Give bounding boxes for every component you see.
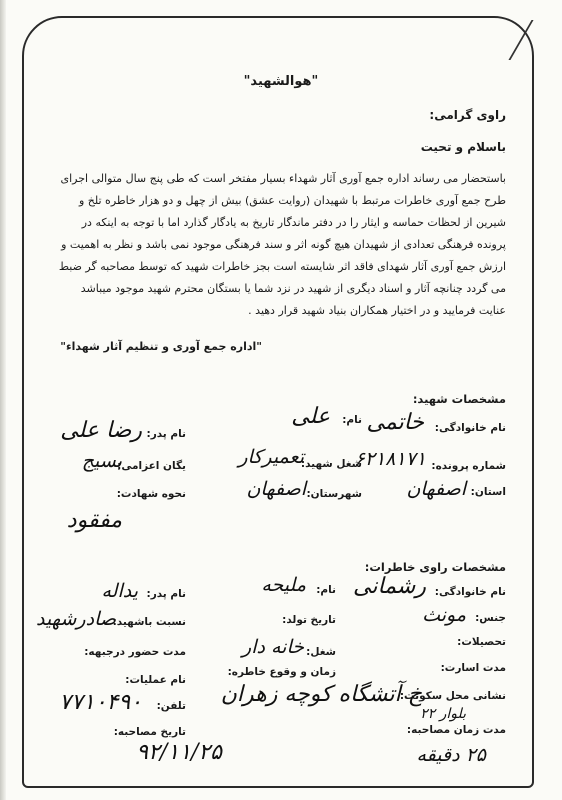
martyr-job-label: شغل شهید: — [300, 458, 362, 470]
body-line-6: می گردد چنانچه آثار و اسناد دیگری از شهید در نزد شما یا بستگان محترم شهید موجود میباشد — [80, 282, 506, 295]
narrator-attendance-label: مدت حضور درجبهه: — [84, 646, 186, 658]
body-line-4: پرونده فرهنگی تعدادی از شهیدان هیچ گونه اثر و سند فرهنگی موجود نمی باشد و نظر به اهمیت و — [61, 238, 506, 251]
narrator-father-value: یداله — [101, 580, 138, 602]
martyr-unit-label: یگان اعزامی: — [117, 460, 186, 472]
martyr-family-value: خاتمی — [366, 410, 424, 435]
martyr-manner-label: نحوه شهادت: — [116, 488, 186, 500]
martyr-province-label: استان: — [470, 486, 506, 498]
narrator-duration-value: ۲۵ دقیقه — [416, 744, 486, 766]
martyr-file-label: شماره پرونده: — [431, 460, 506, 472]
body-line-7: عنایت فرمایید و در اختیار همکاران بنیاد شهید قرار دهید . — [248, 304, 506, 317]
narrator-captivity-label: مدت اسارت: — [440, 662, 506, 674]
narrator-education-label: تحصیلات: — [457, 636, 506, 648]
martyr-name-label: نام: — [342, 414, 362, 426]
salutation: باسلام و تحیت — [420, 140, 506, 154]
body-line-3: شیرین از لحظات حماسه و ایثار را در دفتر ماندگار تاریخ به یادگار گذارد اما با توجه به اینکه در — [81, 216, 506, 229]
narrator-father-label: نام پدر: — [146, 588, 186, 600]
martyr-file-value: ۶۲۱۸۱۷۱ — [354, 448, 426, 470]
narrator-place-note: بلوار ۲۲ — [420, 706, 466, 722]
page-title: "هوالشهید" — [243, 74, 319, 89]
narrator-family-value: رشمانی — [353, 574, 426, 599]
martyr-city-value: اصفهان — [246, 478, 306, 500]
martyr-province-value: اصفهان — [406, 478, 466, 500]
narrator-address-value: خ آتشگاه کوچه زهران — [220, 682, 422, 707]
martyr-name-value: علی — [291, 404, 330, 429]
narrator-duration-label: مدت زمان مصاحبه: — [406, 724, 506, 736]
narrator-gender-value: مونث — [422, 604, 466, 626]
body-line-1: باستحضار می رساند اداره جمع آوری آثار شهداء بسیار مفتخر است که طی پنج سال متوالی اجرای — [60, 172, 506, 185]
narrator-gender-label: جنس: — [475, 612, 506, 624]
martyr-heading: مشخصات شهید: — [412, 392, 506, 406]
narrator-address-label: نشانی محل سکونت: — [399, 690, 506, 702]
narrator-ops-label: نام عملیات: — [125, 674, 186, 686]
narrator-relation-value: صادرشهید — [36, 608, 116, 630]
body-line-5: ارزش جمع آوری آثار شهدای فاقد اثر شایسته است بجز خاطرات شهید که توسط مصاحبه گر ضبط — [58, 260, 506, 273]
narrator-family-label: نام خانوادگی: — [434, 586, 506, 598]
narrator-relation-label: نسبت باشهید: — [112, 616, 186, 628]
narrator-occupation-value: خانه دار — [242, 636, 304, 658]
narrator-birth-label: تاریخ تولد: — [282, 614, 336, 626]
binding-edge — [0, 0, 6, 800]
body-line-2: طرح جمع آوری خاطرات مرتبط با شهیدان (روایت عشق) بیش از چهل و دو هزار خاطره تلخ و — [78, 194, 506, 207]
martyr-father-value: رضا علی — [60, 418, 142, 443]
greeting: راوی گرامی: — [429, 108, 506, 122]
narrator-heading: مشخصات راوی خاطرات: — [364, 560, 506, 574]
martyr-manner-value: مفقود — [66, 508, 122, 533]
signature: "اداره جمع آوری و تنظیم آثار شهداء" — [60, 340, 262, 353]
martyr-unit-value: بسیج — [81, 450, 122, 472]
martyr-job-value: تعمیرکار — [238, 446, 304, 468]
narrator-occupation-label: شغل: — [306, 646, 336, 658]
narrator-name-label: نام: — [316, 584, 336, 596]
narrator-date-value: ۹۲/۱۱/۲۵ — [136, 740, 222, 765]
martyr-city-label: شهرستان: — [306, 488, 362, 500]
narrator-date-label: تاریخ مصاحبه: — [113, 726, 186, 738]
martyr-family-label: نام خانوادگی: — [434, 422, 506, 434]
narrator-phone-label: تلفن: — [156, 700, 186, 712]
narrator-phone-value: ۷۷۱۰۴۹۰ — [59, 690, 142, 715]
narrator-time-place-label: زمان و وقوع خاطره: — [227, 666, 336, 678]
narrator-name-value: ملیحه — [261, 574, 306, 596]
martyr-father-label: نام پدر: — [146, 428, 186, 440]
